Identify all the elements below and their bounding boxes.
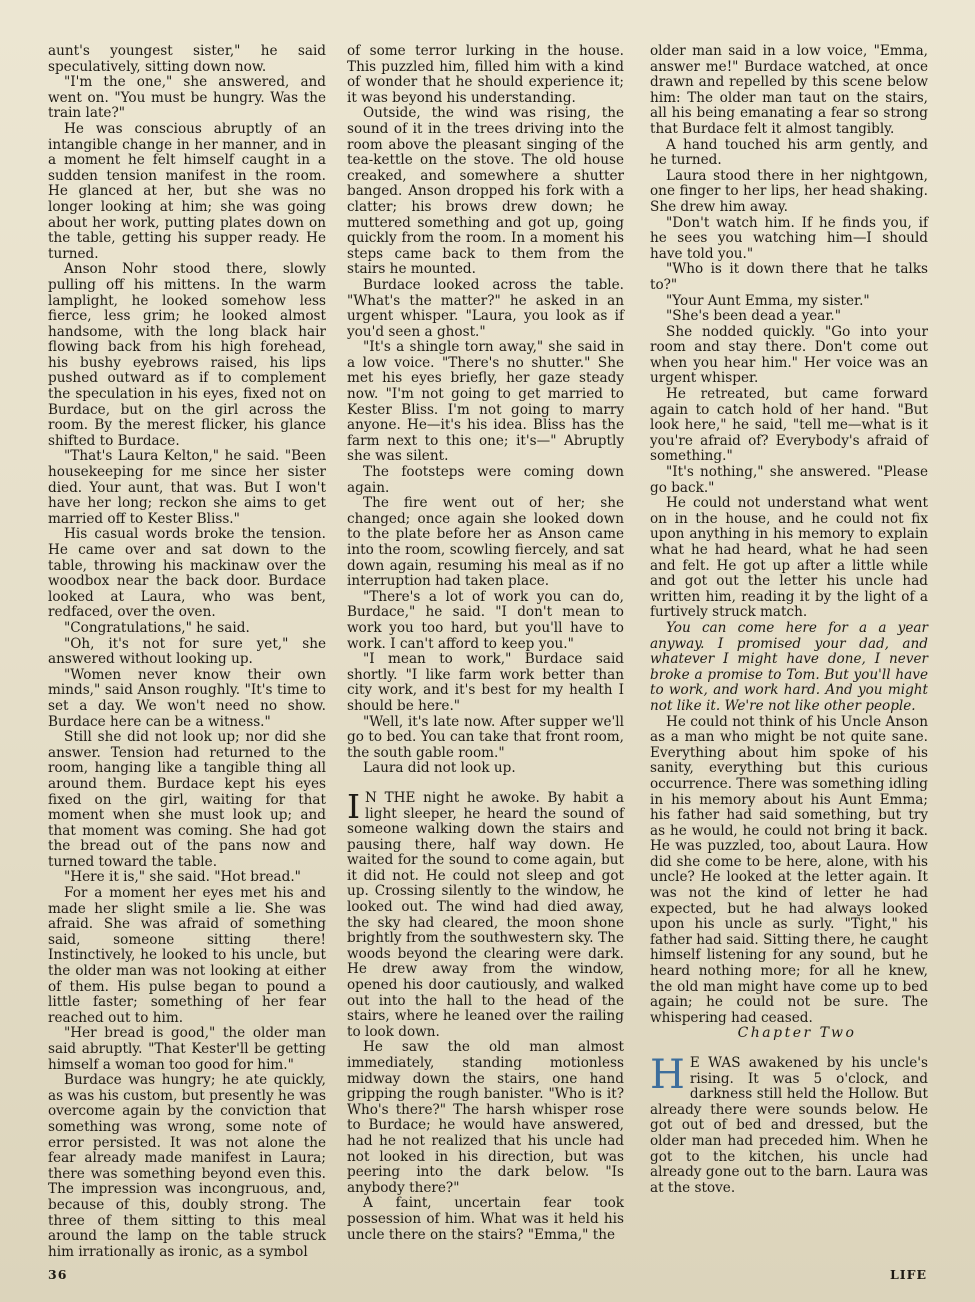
paragraph: Still she did not look up; nor did she answer. Tension had returned to the room, hanging like a tangible thing all around them. Burdace kept his eyes fixed on the girl, waiting for that moment when she must look up; and that moment was coming. She had got the bread out of the pans now and turned toward the table. xyxy=(48,729,326,870)
paragraph: A hand touched his arm gently, and he turned. xyxy=(650,136,928,169)
section-lead-paragraph xyxy=(347,786,624,1041)
paragraph: "I'm the one," she answered, and went on. "You must be hungry. Was the train late?" xyxy=(48,74,326,122)
paragraph: He could not understand what went on in the house, and he could not fix upon anything in his memory to explain what he had heard, what he had seen and felt. He got up after a little while and got out the letter his uncle had written him, reading it by the light of a furtively struck match. xyxy=(650,495,928,621)
paragraph: Laura did not look up. xyxy=(363,760,516,777)
paragraph: "Who is it down there that he talks to?" xyxy=(650,261,928,293)
paragraph: "It's nothing," she answered. "Please go back." xyxy=(650,464,928,496)
paragraph: "It's a shingle torn away," she said in a low voice. "There's no shutter." She met his eyes briefly, her gaze steady now. "I'm not going to get married to Kester Bliss. I'm not going to marry anyone. He—it's his idea. Bliss has the farm next to this one; it's—" Abruptly she was silent. xyxy=(347,339,624,465)
paragraph: For a moment her eyes met his and made her slight smile a lie. She was afraid. She was afraid of something said, someone sitting there! Instinctively, he looked to his uncle, but the older man was not looking at either of them. His pulse began to pound a little faster; something of her fear reached out to him. xyxy=(48,885,326,1026)
magazine-name: LIFE xyxy=(889,1267,927,1282)
paragraph: "She's been dead a year." xyxy=(666,308,841,325)
paragraph: Outside, the wind was rising, the sound of it in the trees driving into the room above the pleasant singing of the tea-kettle on the stove. The old house creaked, and somewhere a shutter banged. Anson dropped his fork with a clatter; his brows drew down; he muttered something and got up, going quickly from the room. In a moment his steps came back to them from the stairs he mounted. xyxy=(347,105,624,278)
paragraph: "Her bread is good," the older man said abruptly. "That Kester'll be getting himself a woman too good for him." xyxy=(48,1025,326,1073)
paragraph: She nodded quickly. "Go into your room and stay there. Don't come out when you hear him." Her voice was an urgent whisper. xyxy=(650,323,928,387)
paragraph: He retreated, but came forward again to catch hold of her hand. "But look here," he said, "tell me—what is it you're afraid of? Everybody's afraid of something." xyxy=(650,386,928,465)
page-number: 36 xyxy=(48,1267,68,1282)
paragraph: A faint, uncertain fear took possession of him. What was it held his uncle there on the stairs? "Emma," the xyxy=(347,1195,624,1243)
paragraph: He saw the old man almost immediately, standing motionless midway down the stairs, one hand gripping the rough banister. "Who is it? Who's there?" The harsh whisper rose to Burdace; he would have answered, had he not realized that his uncle had not looked in his direction, but was peering into the dark below. "Is anybody there?" xyxy=(347,1039,624,1196)
paragraph: "Well, it's late now. After supper we'll go to bed. You can take that front room, the south gable room." xyxy=(347,713,624,761)
paragraph: "Your Aunt Emma, my sister." xyxy=(666,292,870,309)
drop-cap: I xyxy=(347,786,361,826)
paragraph: "Don't watch him. If he finds you, if he sees you watching him—I should have told you." xyxy=(650,214,928,262)
paragraph: of some terror lurking in the house. This puzzled him, filled him with a kind of wonder that he should experience it; it was beyond his understanding. xyxy=(347,43,624,106)
paragraph: Anson Nohr stood there, slowly pulling off his mittens. In the warm lamplight, he looked somehow less fierce, less grim; he looked almost handsome, with the long black hair flowing back from his high forehead, his bushy eyebrows raised, his lips pushed outward as if to complement the speculation in his eyes, fixed not on Burdace, but on the girl across the room. By the merest flicker, his glance shifted to Burdace. xyxy=(48,261,326,449)
paragraph: older man said in a low voice, "Emma, answer me!" Burdace watched, at once drawn and repelled by this scene below him: The older man taut on the stairs, all his being emanating a fear so strong that Burdace felt it almost tangibly. xyxy=(650,43,928,137)
paragraph: Burdace looked across the table. "What's the matter?" he asked in an urgent whisper. "Laura, you look as if you'd seen a ghost." xyxy=(347,276,624,340)
paragraph: "Oh, it's not for sure yet," she answered without looking up. xyxy=(48,635,326,668)
paragraph: He was conscious abruptly of an intangible change in her manner, and in a moment he felt himself caught in a sudden tension manifest in the room. He glanced at her, but she was no longer looking at him; she was going about her work, putting plates down on the table, getting his supper ready. He turned. xyxy=(48,120,326,262)
letter-excerpt: You can come here for a a year anyway. I promised your dad, and whatever I might have done, I never broke a promise to Tom. But you'll have to work, and work hard. And you might not like it. We're not like other people. xyxy=(650,619,928,714)
drop-cap: H xyxy=(650,1052,685,1098)
text-column-2 xyxy=(347,44,624,1243)
paragraph: Laura stood there in her nightgown, one finger to her lips, her head shaking. She drew him away. xyxy=(650,167,928,215)
paragraph: "Congratulations," he said. xyxy=(64,619,250,636)
paragraph: Burdace was hungry; he ate quickly, as was his custom, but presently he was overcome again by the conviction that something was wrong, some note of error persisted. It was not alone the fear already made manifest in Laura; there was something beyond even this. The impression was incongruous, and, because of this, doubly strong. The three of them sitting to this meal around the lamp on the table struck him irrationally as ironic, as a symbol xyxy=(48,1072,326,1260)
paragraph: His casual words broke the tension. He came over and sat down to the table, throwing his mackinaw over the woodbox near the back door. Burdace looked at Laura, who was bent, redfaced, over the oven. xyxy=(48,526,326,621)
text-column-3 xyxy=(650,44,928,1196)
text-column-1 xyxy=(48,44,326,1260)
paragraph: aunt's youngest sister," he said speculatively, sitting down now. xyxy=(48,43,326,75)
paragraph: "I mean to work," Burdace said shortly. "I like farm work better than city work, and it's best for my health I should be here." xyxy=(347,651,624,714)
paragraph: "There's a lot of work you can do, Burdace," he said. "I don't mean to work you too hard, but you'll have to work. I can't afford to keep you." xyxy=(347,588,624,652)
paragraph: "Here it is," she said. "Hot bread." xyxy=(64,869,301,886)
chapter-lead-paragraph xyxy=(650,1052,928,1196)
chapter-lead-text: E WAS awakened by his uncle's rising. It was 5 o'clock, and darkness still held the Hollow. But already there were sounds below. He got out of bed and dressed, but the older man had preceded him. When he got to the kitchen, his uncle had already gone out to the barn. Laura was at the stove. xyxy=(650,1055,928,1196)
paragraph: "Women never know their own minds," said Anson roughly. "It's time to set a day. We won't need no show. Burdace here can be a witness." xyxy=(48,666,326,730)
paragraph: The fire went out of her; she changed; once again she looked down to the plate before her as Anson came into the room, scowling fiercely, and sat down again, resuming his meal as if no interruption had taken place. xyxy=(347,495,624,590)
section-lead-text: N THE night he awoke. By habit a light sleeper, he heard the sound of someone walking down the stairs and pausing there, half way down. He waited for the sound to come again, but it did not. He could not sleep and got up. Crossing silently to the window, he looked out. The wind had died away, the sky had cleared, the moon shone brightly from the southwestern sky. The woods beyond the clearing were dark. He drew away from the window, opened his door cautiously, and walked out into the hall to the head of the stairs, where he leaned over the railing to look down. xyxy=(347,789,624,1040)
paragraph: "That's Laura Kelton," he said. "Been housekeeping for me since her sister died. Your aunt, that was. But I won't have her long; reckon she aims to get married off to Kester Bliss." xyxy=(48,448,326,527)
chapter-heading: Chapter Two xyxy=(737,1025,857,1042)
paragraph: The footsteps were coming down again. xyxy=(347,464,624,496)
paragraph: He could not think of his Uncle Anson as a man who might be not quite sane. Everything about him spoke of his sanity, everything but this curious occurrence. There was something idling in his memory about his Aunt Emma; his father had said something, but try as he would, he could not bring it back. He was puzzled, too, about Laura. How did she come to be here, alone, with his uncle? He looked at the letter again. It was not the kind of letter he had expected, but he had always looked upon his uncle as surly. "Tight," his father had said. Sitting there, he caught himself listening for any sound, but he heard nothing more; for all he knew, the old man might have come up to bed again; he could not be sure. The whispering had ceased. xyxy=(650,713,928,1026)
